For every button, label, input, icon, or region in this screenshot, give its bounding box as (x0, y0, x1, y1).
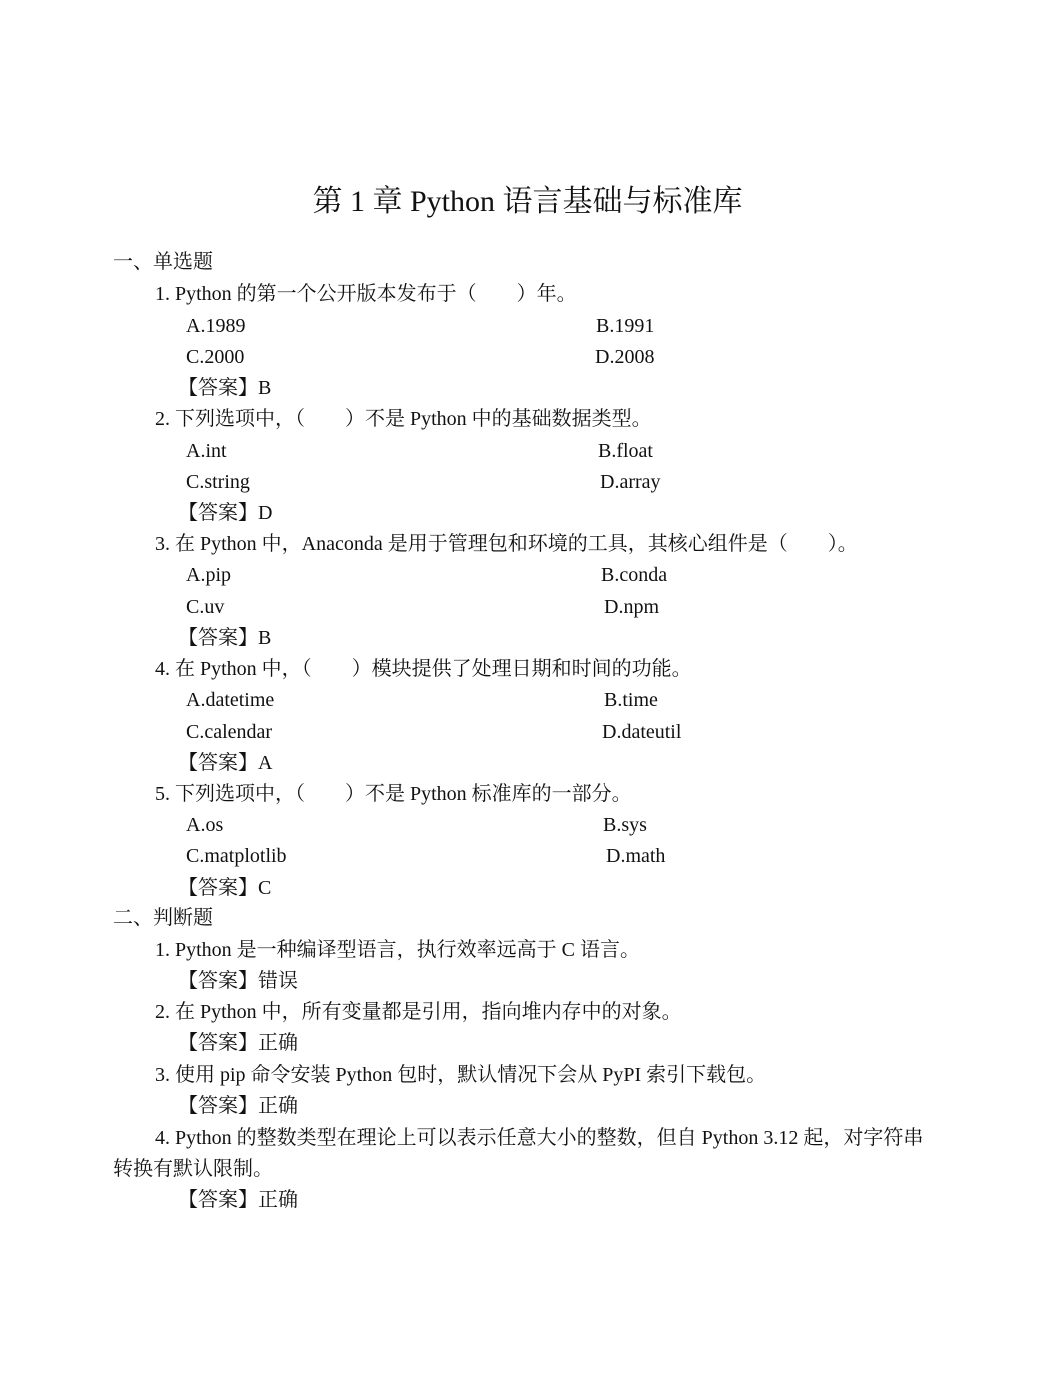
option-a: A.os (186, 814, 224, 836)
option-a: A.int (186, 440, 227, 462)
section-heading-single-choice: 一、单选题 (113, 251, 213, 273)
option-b: B.time (604, 689, 658, 711)
question-text: 4. Python 的整数类型在理论上可以表示任意大小的整数，但自 Python 3.12 起，对字符串转换有默认限制。 (113, 1127, 924, 1180)
option-c: C.2000 (186, 346, 245, 368)
question-text: 2. 下列选项中，（ ）不是 Python 中的基础数据类型。 (155, 408, 652, 430)
option-c: C.calendar (186, 721, 273, 743)
question-text: 5. 下列选项中，（ ）不是 Python 标准库的一部分。 (155, 783, 632, 805)
question-text: 1. Python 是一种编译型语言，执行效率远高于 C 语言。 (155, 939, 641, 961)
chapter-title: 第 1 章 Python 语言基础与标准库 (312, 185, 743, 218)
answer-line: 【答案】A (178, 752, 273, 774)
option-a: A.datetime (186, 689, 275, 711)
option-b: B.sys (603, 814, 647, 836)
question-text: 4. 在 Python 中，（ ）模块提供了处理日期和时间的功能。 (155, 658, 692, 680)
option-c: C.matplotlib (186, 845, 287, 867)
option-c: C.uv (186, 596, 225, 618)
answer-line: 【答案】C (178, 877, 272, 899)
answer-line: 【答案】正确 (178, 1189, 298, 1211)
option-d: D.npm (604, 596, 659, 618)
answer-line: 【答案】B (178, 377, 272, 399)
option-d: D.math (606, 845, 666, 867)
answer-line: 【答案】错误 (178, 970, 298, 992)
question-text: 3. 在 Python 中，Anaconda 是用于管理包和环境的工具，其核心组件是（ ）。 (155, 533, 858, 555)
answer-line: 【答案】D (178, 502, 273, 524)
answer-line: 【答案】正确 (178, 1095, 298, 1117)
option-b: B.1991 (596, 315, 655, 337)
option-a: A.1989 (186, 315, 246, 337)
option-c: C.string (186, 471, 250, 493)
option-b: B.float (598, 440, 653, 462)
option-b: B.conda (601, 564, 668, 586)
question-text: 1. Python 的第一个公开版本发布于（ ）年。 (155, 283, 577, 305)
option-d: D.2008 (595, 346, 655, 368)
answer-line: 【答案】正确 (178, 1032, 298, 1054)
question-text: 2. 在 Python 中，所有变量都是引用，指向堆内存中的对象。 (155, 1001, 682, 1023)
section-heading-true-false: 二、判断题 (113, 907, 213, 929)
option-d: D.array (600, 471, 661, 493)
option-a: A.pip (186, 564, 231, 586)
answer-line: 【答案】B (178, 627, 272, 649)
question-text: 3. 使用 pip 命令安装 Python 包时，默认情况下会从 PyPI 索引下载包。 (155, 1064, 767, 1086)
option-d: D.dateutil (602, 721, 682, 743)
